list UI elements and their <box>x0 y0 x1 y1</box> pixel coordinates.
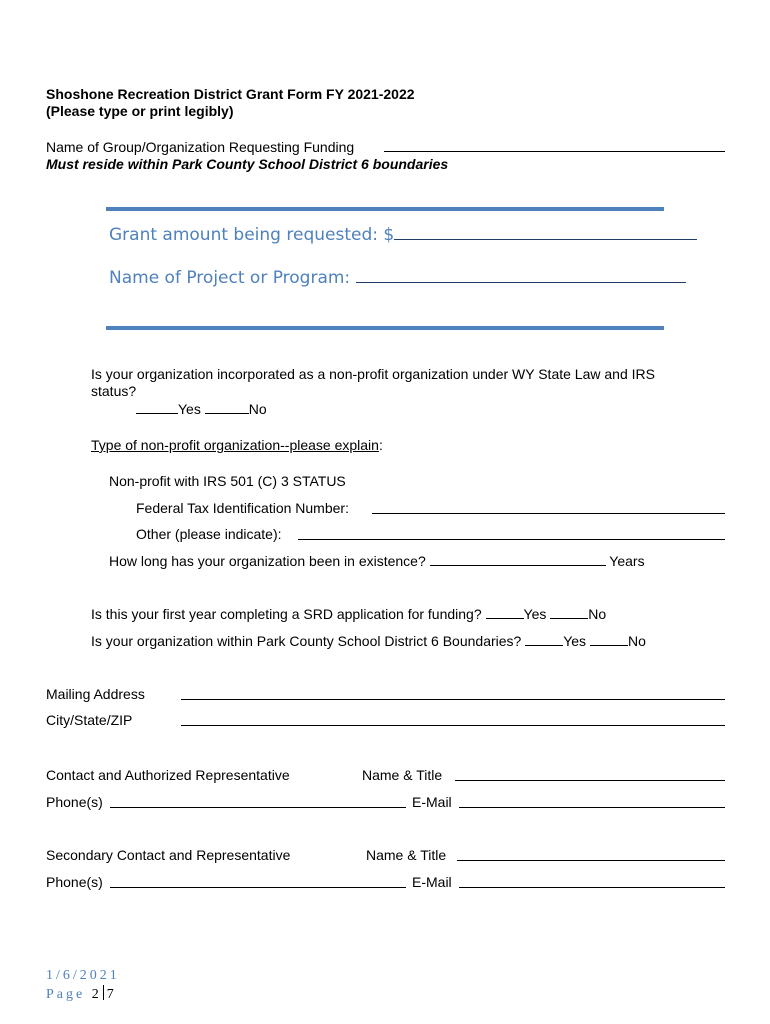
first-year-row <box>91 606 606 622</box>
footer-page-separator <box>103 985 104 1000</box>
district-question: Is your organization within Park County School District 6 Boundaries? <box>91 633 522 649</box>
no-label: No <box>627 633 646 649</box>
primary-name-title-field[interactable] <box>455 780 725 781</box>
secondary-contact-label: Secondary Contact and Representative <box>46 847 291 863</box>
grant-amount-field[interactable] <box>394 225 697 240</box>
tax-id-label: Federal Tax Identification Number: <box>136 500 349 516</box>
nonprofit-no-field[interactable] <box>205 401 249 414</box>
grant-amount-row <box>109 225 697 245</box>
footer-page-number: 2 <box>91 987 100 1002</box>
grant-box-top-rule <box>106 207 664 211</box>
mailing-address-field[interactable] <box>181 699 725 700</box>
tax-id-field[interactable] <box>372 513 725 514</box>
nonprofit-question: Is your organization incorporated as a non-profit organization under WY State Law and IRS <box>91 366 655 382</box>
form-subtitle: (Please type or print legibly) <box>46 103 234 119</box>
footer-page-total: 7 <box>106 987 115 1002</box>
project-name-label: Name of Project or Program: <box>109 268 351 288</box>
first-year-yes-field[interactable] <box>486 606 524 619</box>
other-label: Other (please indicate): <box>136 526 282 542</box>
first-year-no-field[interactable] <box>550 606 588 619</box>
nonprofit-question-cont: status? <box>91 383 137 399</box>
first-year-question: Is this your first year completing a SRD application for funding? <box>91 606 482 622</box>
footer-date: 1/6/2021 <box>46 968 120 983</box>
grant-box-bottom-rule <box>106 326 664 330</box>
secondary-name-title-field[interactable] <box>457 860 725 861</box>
irs-status-label: Non-profit with IRS 501 (C) 3 STATUS <box>109 473 346 489</box>
nonprofit-type-colon: : <box>378 437 383 453</box>
secondary-email-field[interactable] <box>459 887 725 888</box>
nonprofit-type-label: Type of non-profit organization--please explain <box>91 437 379 453</box>
existence-label: How long has your organization been in existence? <box>109 553 426 569</box>
grant-amount-label: Grant amount being requested: $ <box>109 225 395 245</box>
secondary-phone-field[interactable] <box>110 887 406 888</box>
other-field[interactable] <box>298 539 725 540</box>
district-yes-field[interactable] <box>525 633 563 646</box>
footer-page <box>46 985 115 1003</box>
no-label: No <box>248 401 267 417</box>
primary-phone-label: Phone(s) <box>46 794 103 810</box>
district-no-field[interactable] <box>590 633 628 646</box>
existence-unit: Years <box>609 553 645 569</box>
existence-row <box>109 553 645 569</box>
yes-label: Yes <box>523 606 547 622</box>
secondary-email-label: E-Mail <box>412 874 452 890</box>
primary-phone-field[interactable] <box>110 807 406 808</box>
nonprofit-type-row <box>91 437 383 453</box>
mailing-address-label: Mailing Address <box>46 686 145 702</box>
org-name-label: Name of Group/Organization Requesting Funding <box>46 139 355 155</box>
project-name-row <box>109 268 686 288</box>
city-state-zip-label: City/State/ZIP <box>46 712 133 728</box>
nonprofit-yes-field[interactable] <box>136 401 178 414</box>
nonprofit-yes-no <box>136 401 267 417</box>
primary-email-label: E-Mail <box>412 794 452 810</box>
org-name-field[interactable] <box>384 151 725 152</box>
primary-name-title-label: Name & Title <box>362 767 443 783</box>
footer-page-word: Page <box>46 987 86 1002</box>
secondary-name-title-label: Name & Title <box>366 847 447 863</box>
existence-field[interactable] <box>430 553 606 566</box>
org-boundary-note: Must reside within Park County School District 6 boundaries <box>46 156 449 172</box>
city-state-zip-field[interactable] <box>181 725 725 726</box>
primary-contact-label: Contact and Authorized Representative <box>46 767 290 783</box>
yes-label: Yes <box>563 633 587 649</box>
district-row <box>91 633 646 649</box>
primary-email-field[interactable] <box>459 807 725 808</box>
no-label: No <box>588 606 607 622</box>
project-name-field[interactable] <box>356 268 686 283</box>
yes-label: Yes <box>178 401 201 417</box>
form-title: Shoshone Recreation District Grant Form FY 2021-2022 <box>46 86 415 102</box>
secondary-phone-label: Phone(s) <box>46 874 103 890</box>
